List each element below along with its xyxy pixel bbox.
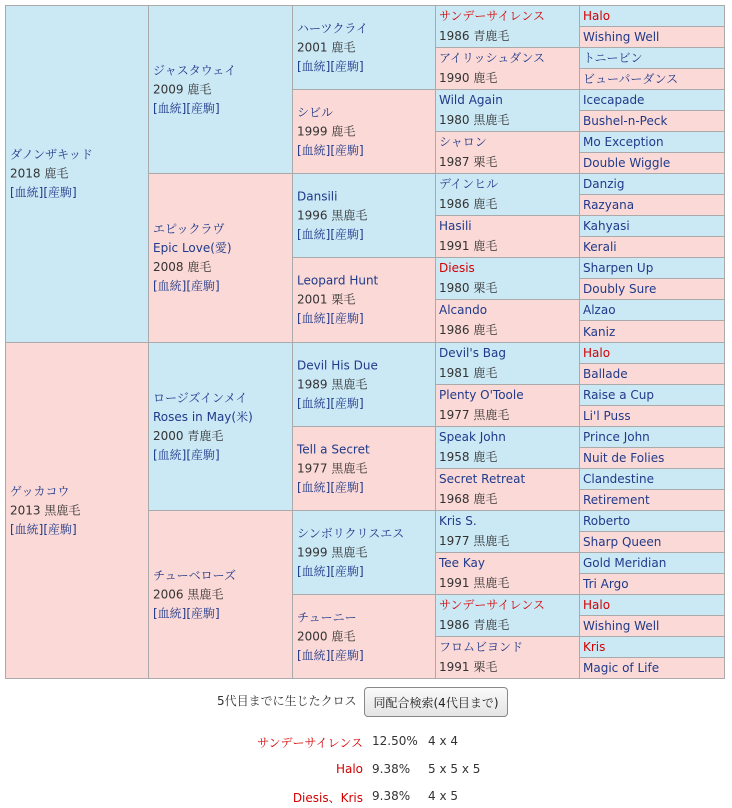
pedigree-offspring-links[interactable]: [血統][産駒] [297,311,364,326]
birth-year-coat: 2001 鹿毛 [297,40,356,54]
pedigree-cell-gen4 [435,215,580,258]
horse-name-link[interactable]: シンボリクリスエス [297,526,405,540]
cross-pattern: 4 x 5 [428,789,458,803]
pedigree-cell-gen4 [435,89,580,132]
pedigree-cell-gen4 [435,468,580,511]
pedigree-cell-gen5 [579,68,725,90]
cell-content [583,155,722,171]
cell-content [297,187,433,244]
cell-content [297,19,433,76]
horse-name-link[interactable]: シャロン [439,135,487,149]
pedigree-cell-gen3 [292,342,436,427]
horse-name-link[interactable]: Danzig [583,177,625,191]
horse-name-link[interactable]: ジャスタウェイ [153,63,237,77]
pedigree-cell-gen5 [579,426,725,448]
pedigree-cell-gen5 [579,636,725,658]
horse-name-link[interactable]: サンデーサイレンス [439,9,545,23]
cross-horse-link[interactable]: Diesis、Kris [292,791,363,805]
cell-content [439,511,577,552]
cell-content [439,385,577,426]
pedigree-cell-gen5 [579,131,725,153]
cell-content [583,113,722,129]
horse-name-link[interactable]: ダノンザキッド [10,147,93,162]
cross-horse-link[interactable]: Halo [335,762,363,776]
pedigree-cell-gen5 [579,363,725,385]
pedigree-cell-gen4 [435,131,580,174]
pedigree-cell-gen3 [292,257,436,343]
horse-name-link[interactable]: Hasili [439,219,472,233]
birth-year-coat: 1977 黒鹿毛 [439,534,510,548]
horse-name-link[interactable]: サンデーサイレンス [439,598,545,612]
cross-row [0,789,732,807]
horse-name-link[interactable]: Speak John [439,430,506,444]
birth-year-coat: 1999 鹿毛 [297,124,356,138]
pedigree-cell-gen5 [579,236,725,258]
pedigree-cell-gen4 [435,510,580,553]
cross-section [0,682,732,808]
cell-content [297,272,433,329]
birth-year-coat: 2000 鹿毛 [297,629,356,643]
pedigree-cell-gen5 [579,47,725,69]
cell-content [583,471,722,487]
cell-content [297,608,433,665]
cell-content [583,345,722,361]
pedigree-cell-gen5 [579,405,725,427]
horse-name-link[interactable]: Halo [583,346,611,360]
cell-content [439,258,577,299]
pedigree-cell-gen4 [435,426,580,469]
pedigree-cell-gen5 [579,299,725,321]
cross-pattern: 4 x 4 [428,734,458,748]
horse-name-link[interactable]: Devil's Bag [439,346,506,360]
pedigree-cell-gen5 [579,26,725,48]
pedigree-cell-gen2 [148,5,293,174]
horse-name-link[interactable]: ハーツクライ [297,21,369,35]
horse-name-link[interactable]: Leopard Hunt [297,273,379,288]
horse-name-link[interactable]: Kahyasi [583,219,630,233]
cross-percent: 9.38% [372,762,411,776]
pedigree-cell-gen5 [579,552,725,574]
pedigree-cell-gen5 [579,257,725,279]
pedigree-cell-gen4 [435,342,580,385]
pedigree-cell-gen5 [579,615,725,637]
pedigree-offspring-links[interactable]: [血統][産駒] [10,522,77,536]
pedigree-offspring-links[interactable]: [血統][産駒] [297,480,364,494]
horse-name-link[interactable]: Wishing Well [583,619,660,633]
pedigree-offspring-links[interactable]: [血統][産駒] [153,447,220,462]
cell-content [297,356,433,413]
horse-name-link[interactable]: Halo [583,598,611,612]
pedigree-cell-gen5 [579,194,725,216]
cell-content [439,132,577,173]
cell-content [297,440,433,497]
pedigree-cell-gen4 [435,5,580,48]
birth-year-coat: 1986 鹿毛 [439,323,498,337]
horse-name-link[interactable]: Raise a Cup [583,388,654,402]
horse-name-link[interactable]: Diesis [439,261,475,275]
horse-name-link[interactable]: Alzao [583,303,616,317]
cell-content [583,597,722,613]
cell-content [583,71,722,87]
cell-content [583,218,722,234]
horse-name-link[interactable]: Roberto [583,514,631,528]
cell-content [583,197,722,213]
pedigree-cell-gen3 [292,173,436,258]
cell-content [583,450,722,466]
cross-row [0,762,732,780]
cell-content [583,408,722,424]
pedigree-offspring-links[interactable]: [血統][産駒] [297,396,364,410]
horse-name-link[interactable]: Kris [583,640,606,654]
birth-year-coat: 1987 栗毛 [439,155,498,169]
horse-name-link[interactable]: Tell a Secret [297,442,370,456]
cell-content [439,553,577,594]
birth-year-coat: 1989 黒鹿毛 [297,377,368,391]
pedigree-cell-gen4 [435,257,580,300]
horse-name-link[interactable]: Doubly Sure [583,282,657,296]
cell-content [583,8,722,24]
cell-content [439,174,577,215]
cell-content [439,637,577,678]
cell-content [439,6,577,47]
horse-name-link[interactable]: Devil His Due [297,358,378,372]
birth-year-coat: 1981 鹿毛 [439,366,498,380]
birth-year-coat: 1996 黒鹿毛 [297,208,368,222]
cell-content [153,220,290,296]
pedigree-cell-gen1 [5,342,149,679]
birth-year-coat: 1990 鹿毛 [439,71,498,85]
cross-horse-link[interactable]: サンデーサイレンス [257,736,363,750]
pedigree-cell-gen5 [579,447,725,469]
pedigree-cell-gen5 [579,489,725,511]
cell-content [297,103,433,160]
birth-year-coat: 2013 黒鹿毛 [10,503,81,517]
pedigree-cell-gen1 [5,5,149,343]
cell-content [583,281,722,297]
cell-content [583,639,722,655]
cell-content [153,566,290,623]
birth-year-coat: 1991 鹿毛 [439,239,498,253]
pedigree-cell-gen5 [579,468,725,490]
horse-origin-name-link[interactable]: Epic Love(愛) [153,241,232,255]
cell-content [583,239,722,255]
cell-content [583,302,722,318]
pedigree-cell-gen4 [435,636,580,679]
pedigree-cell-gen4 [435,552,580,595]
cross-percent: 9.38% [372,789,411,803]
horse-name-link[interactable]: Sharpen Up [583,261,654,275]
horse-name-link[interactable]: Sharp Queen [583,535,662,549]
pedigree-cell-gen5 [579,531,725,553]
cell-content [583,534,722,550]
pedigree-cell-gen5 [579,152,725,174]
cell-content [439,90,577,131]
pedigree-cell-gen5 [579,320,725,343]
horse-name-link[interactable]: Secret Retreat [439,472,526,486]
cell-content [439,48,577,89]
horse-name-link[interactable]: Bushel-n-Peck [583,114,668,128]
horse-name-link[interactable]: Gold Meridian [583,556,667,570]
pedigree-cell-gen5 [579,510,725,532]
birth-year-coat: 2001 栗毛 [297,292,356,307]
horse-name-link[interactable]: Plenty O'Toole [439,388,524,402]
horse-name-link[interactable]: Wild Again [439,93,503,107]
horse-name-link[interactable]: デインヒル [439,177,499,191]
pedigree-cell-gen5 [579,110,725,132]
horse-name-link[interactable]: Razyana [583,198,635,212]
pedigree-cell-gen5 [579,594,725,616]
horse-name-link[interactable]: Halo [583,9,611,23]
birth-year-coat: 1958 鹿毛 [439,450,498,464]
horse-name-link[interactable]: Magic of Life [583,661,660,675]
birth-year-coat: 2008 鹿毛 [153,260,212,274]
cell-content [583,576,722,592]
horse-name-link[interactable]: Clandestine [583,472,654,486]
cell-content [153,389,290,465]
pedigree-offspring-links[interactable]: [血統][産駒] [297,143,364,157]
birth-year-coat: 1986 青鹿毛 [439,29,510,43]
cell-content [583,134,722,150]
pedigree-cell-gen5 [579,215,725,237]
horse-name-link[interactable]: Kaniz [583,324,616,339]
cell-content [583,618,722,634]
pedigree-cell-gen2 [148,173,293,343]
pedigree-cell-gen3 [292,5,436,90]
pedigree-cell-gen5 [579,173,725,195]
horse-name-link[interactable]: Mo Exception [583,135,664,149]
cell-content [583,366,722,382]
pedigree-cell-gen3 [292,594,436,679]
cell-content [583,176,722,192]
horse-name-link[interactable]: チューニー [297,610,357,624]
birth-year-coat: 1986 鹿毛 [439,197,498,211]
pedigree-cell-gen3 [292,89,436,174]
birth-year-coat: 1977 黒鹿毛 [297,461,368,475]
cross-pattern: 5 x 5 x 5 [428,762,481,776]
cell-content [153,61,290,118]
pedigree-cell-gen5 [579,5,725,27]
cross-heading: 5代目までに生じたクロス [217,694,357,708]
cell-content [583,92,722,108]
horse-name-link[interactable]: Tee Kay [439,556,485,570]
birth-year-coat: 1986 青鹿毛 [439,618,510,632]
horse-name-link[interactable]: Nuit de Folies [583,451,665,465]
cell-content [583,29,722,45]
cell-content [439,216,577,257]
horse-name-link[interactable]: チューベローズ [153,568,237,582]
pedigree-offspring-links[interactable]: [血統][産駒] [297,59,364,73]
pedigree-cell-gen3 [292,426,436,511]
birth-year-coat: 1991 黒鹿毛 [439,576,510,590]
pedigree-cell-gen4 [435,47,580,90]
pedigree-cell-gen4 [435,299,580,343]
cell-content [583,324,722,340]
horse-name-link[interactable]: Tri Argo [583,577,629,591]
cell-content [439,300,577,342]
cell-content [439,595,577,636]
pedigree-offspring-links[interactable]: [血統][産駒] [153,606,220,620]
birth-year-coat: 1991 栗毛 [439,660,498,674]
cell-content [439,427,577,468]
horse-name-link[interactable]: ビューパーダンス [583,72,679,86]
horse-name-link[interactable]: Dansili [297,189,338,203]
pedigree-cell-gen5 [579,89,725,111]
cell-content [583,429,722,445]
pedigree-cell-gen5 [579,657,725,679]
cell-content [583,387,722,403]
cross-row [0,734,732,752]
horse-name-link[interactable]: Retirement [583,493,650,507]
horse-name-link[interactable]: エピックラヴ [153,222,225,236]
horse-name-link[interactable]: Icecapade [583,93,645,107]
horse-name-link[interactable]: Prince John [583,430,650,444]
pedigree-cell-gen2 [148,510,293,679]
horse-name-link[interactable]: シビル [297,105,334,119]
pedigree-cell-gen4 [435,384,580,427]
cell-content [583,50,722,66]
horse-name-link[interactable]: ロージズインメイ [153,390,248,405]
horse-name-link[interactable]: Alcando [439,303,488,317]
pedigree-offspring-links[interactable]: [血統][産駒] [297,648,364,662]
horse-name-link[interactable]: アイリッシュダンス [439,51,545,65]
birth-year-coat: 2000 青鹿毛 [153,428,224,443]
cell-content [439,343,577,384]
birth-year-coat: 1977 黒鹿毛 [439,408,510,422]
pedigree-cell-gen5 [579,342,725,364]
same-mating-search-button[interactable]: 同配合検索(4代目まで) [364,687,508,717]
cell-content [439,469,577,510]
pedigree-cell-gen4 [435,594,580,637]
pedigree-offspring-links[interactable]: [血統][産駒] [297,227,364,241]
cell-content [583,260,722,276]
cell-content [583,555,722,571]
pedigree-cell-gen5 [579,573,725,595]
birth-year-coat: 1980 黒鹿毛 [439,113,510,127]
horse-name-link[interactable]: トニービン [583,51,643,65]
pedigree-offspring-links[interactable]: [血統][産駒] [10,185,77,200]
cell-content [583,492,722,508]
birth-year-coat: 1999 黒鹿毛 [297,545,368,559]
cell-content [583,660,722,676]
cross-percent: 12.50% [372,734,418,748]
cell-content [583,513,722,529]
pedigree-cell-gen5 [579,278,725,300]
pedigree-offspring-links[interactable]: [血統][産駒] [153,101,220,115]
birth-year-coat: 1980 栗毛 [439,281,498,295]
horse-name-link[interactable]: Wishing Well [583,30,660,44]
pedigree-cell-gen3 [292,510,436,595]
cell-content [10,146,146,203]
cell-content [297,524,433,581]
horse-name-link[interactable]: ゲッカコウ [10,484,70,498]
birth-year-coat: 2018 鹿毛 [10,166,69,181]
pedigree-offspring-links[interactable]: [血統][産駒] [297,564,364,578]
pedigree-cell-gen4 [435,173,580,216]
horse-name-link[interactable]: Double Wiggle [583,156,671,170]
horse-name-link[interactable]: フロムビヨンド [439,640,524,654]
horse-name-link[interactable]: Ballade [583,367,628,381]
birth-year-coat: 1968 鹿毛 [439,492,498,506]
horse-name-link[interactable]: Kerali [583,240,617,254]
cell-content [10,482,146,539]
pedigree-cell-gen5 [579,384,725,406]
horse-name-link[interactable]: Li'l Puss [583,409,631,423]
birth-year-coat: 2009 鹿毛 [153,82,212,96]
birth-year-coat: 2006 黒鹿毛 [153,587,224,601]
pedigree-cell-gen2 [148,342,293,511]
horse-origin-name-link[interactable]: Roses in May(米) [153,409,253,424]
horse-name-link[interactable]: Kris S. [439,514,477,528]
pedigree-offspring-links[interactable]: [血統][産駒] [153,279,220,293]
